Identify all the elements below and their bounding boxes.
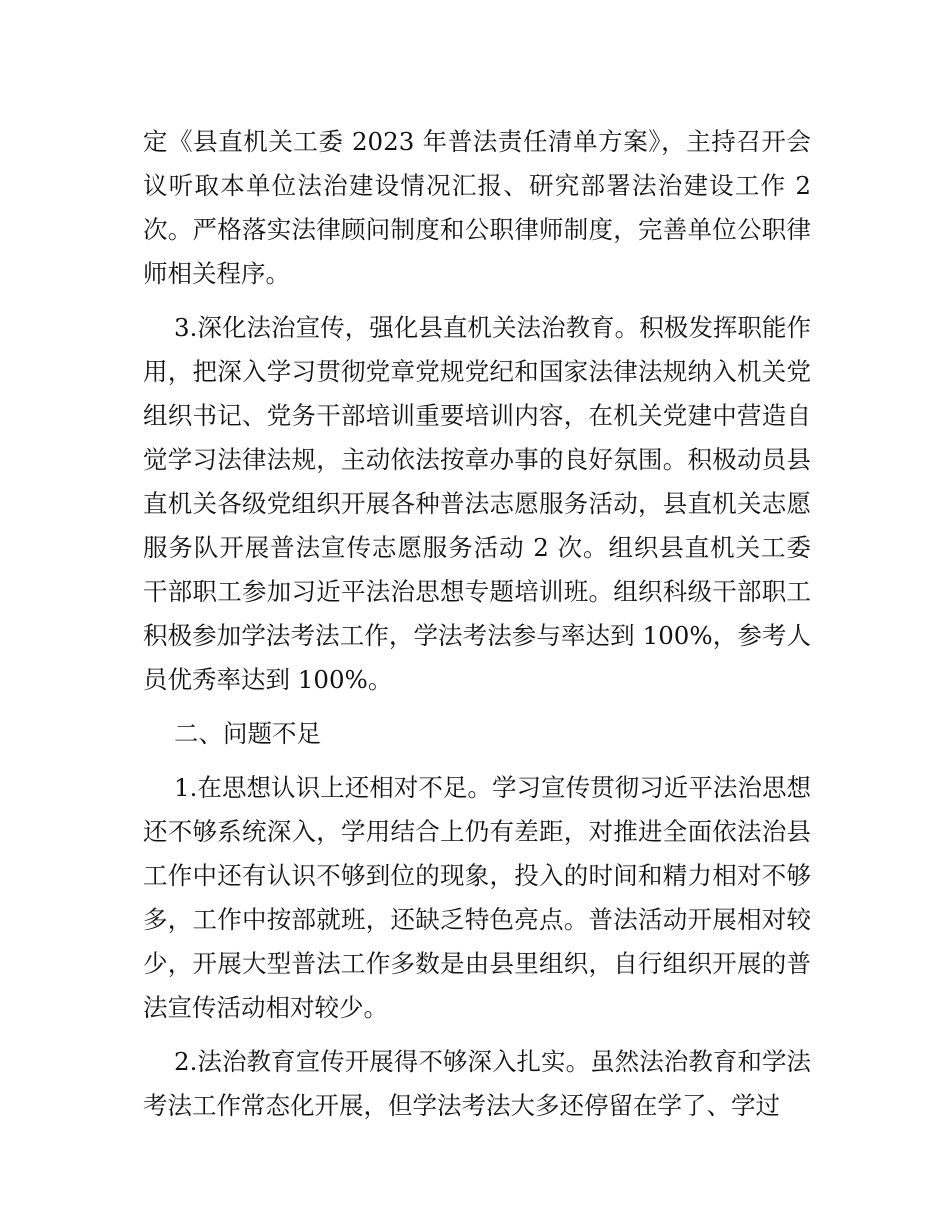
paragraph-legal-publicity: 3.深化法治宣传，强化县直机关法治教育。积极发挥职能作用，把深入学习贯彻党章党规党纪和国家法律法规纳入机关党组织书记、党务干部培训重要培训内容，在机关党建中营造自觉学习法律法规，主动依法按章办事的良好氛围。积极动员县直机关各级党组织开展各种普法志愿服务活动，县直机关志愿服务队开展普法宣传志愿服务活动 2 次。组织县直机关工委干部职工参加习近平法治思想专题培训班。组织科级干部职工积极参加学法考法工作，学法考法参与率达到 100%，参考人员优秀率达到 100%。	[143, 313, 811, 694]
paragraph-continued-plan: 定《县直机关工委 2023 年普法责任清单方案》，主持召开会议听取本单位法治建设情况汇报、研究部署法治建设工作 2 次。严格落实法律顾问制度和公职律师制度，完善单位公职律师相关程序。	[143, 127, 811, 288]
paragraph-legal-education: 2.法治教育宣传开展得不够深入扎实。虽然法治教育和学法考法工作常态化开展，但学法考法大多还停留在学了、学过	[143, 1047, 811, 1120]
section-heading-problems: 二、问题不足	[174, 719, 321, 748]
document-body	[143, 120, 811, 1138]
paragraph-ideological-awareness: 1.在思想认识上还相对不足。学习宣传贯彻习近平法治思想还不够系统深入，学用结合上仍有差距，对推进全面依法治县工作中还有认识不够到位的现象，投入的时间和精力相对不够多，工作中按部就班，还缺乏特色亮点。普法活动开展相对较少，开展大型普法工作多数是由县里组织，自行组织开展的普法宣传活动相对较少。	[143, 773, 811, 1022]
